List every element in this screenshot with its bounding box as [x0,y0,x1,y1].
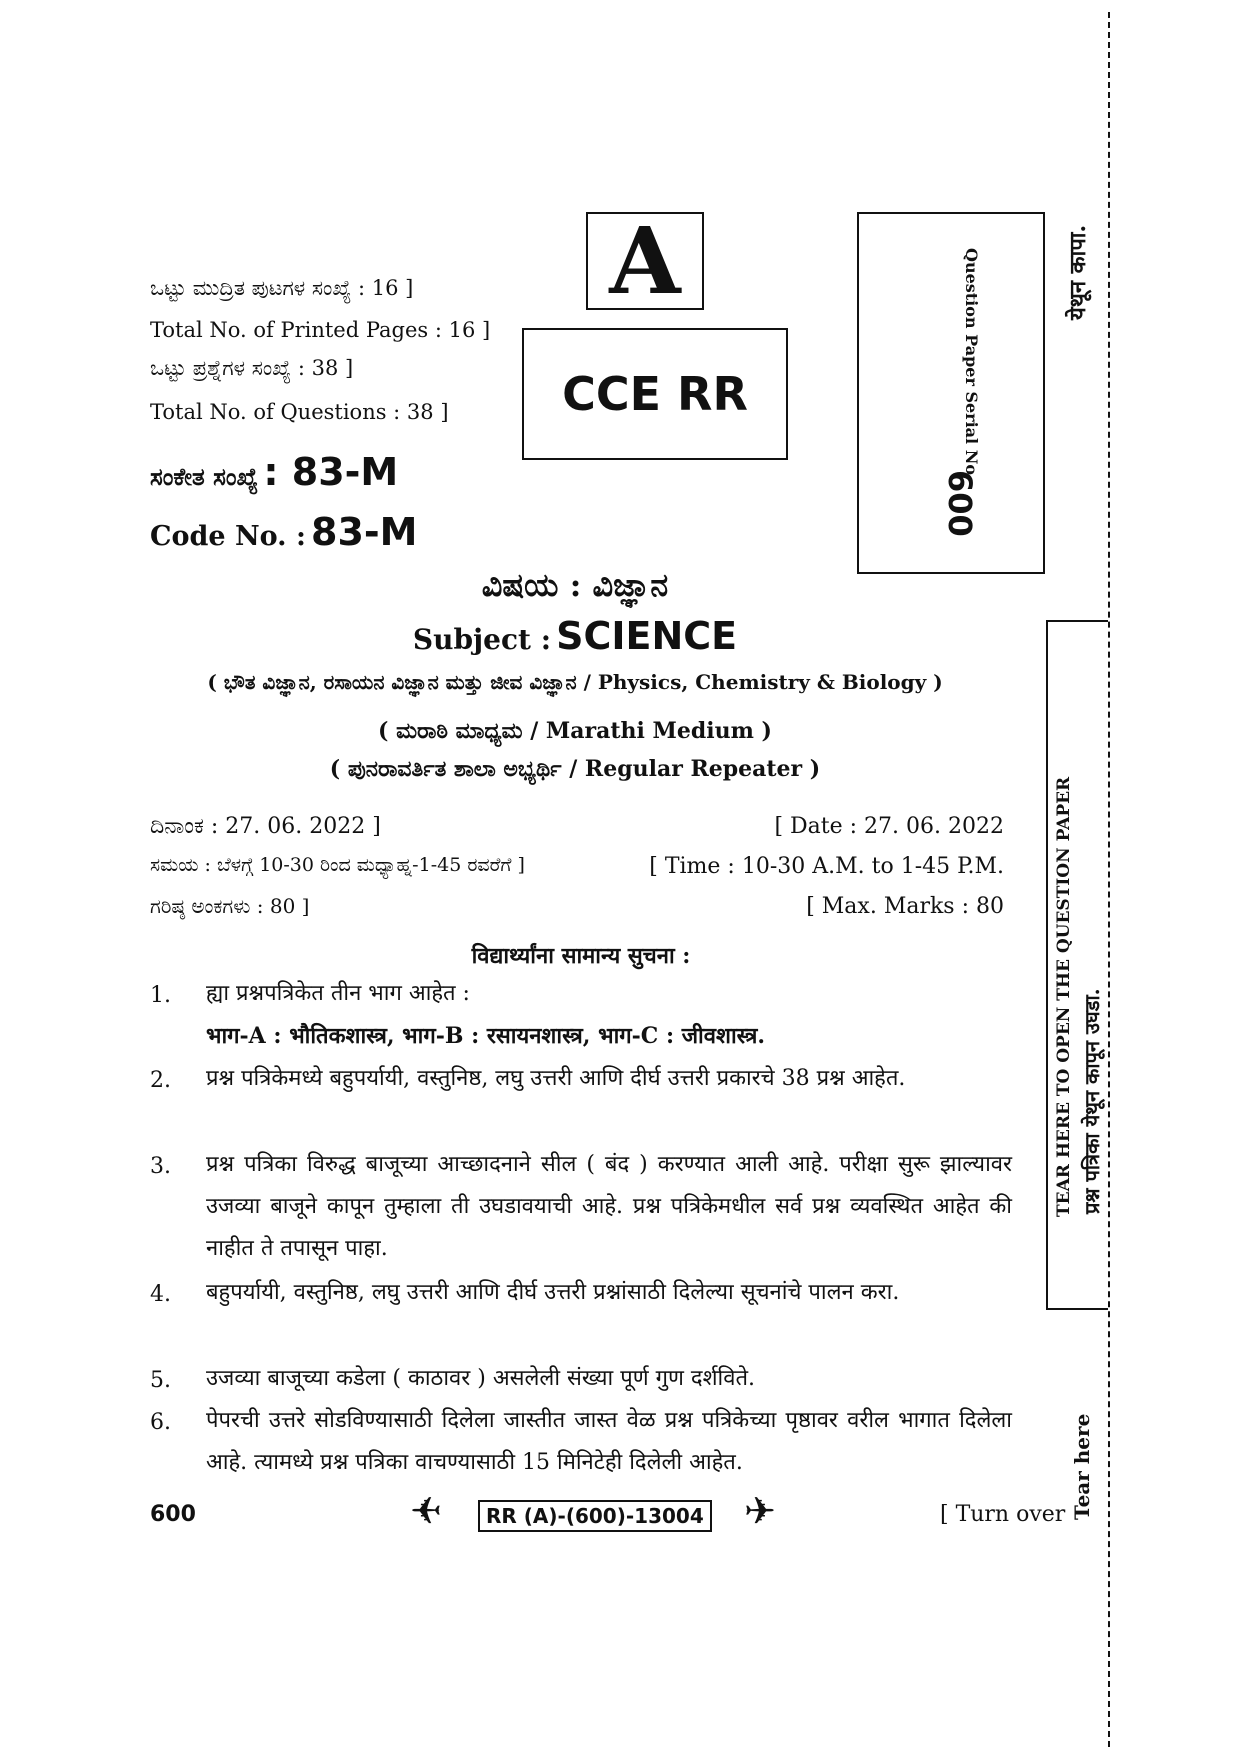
tear-box [1046,620,1108,1310]
serial-value: 600 [941,470,979,537]
subject-label: Subject : [412,623,552,656]
serial-label: Question Paper Serial No. [962,248,981,481]
kn-subject: ವಿಷಯ : ವಿಜ್ಞಾನ [481,566,669,604]
turn-over-label: [ Turn over [940,1502,1066,1527]
instruction-text: प्रश्न पत्रिका विरुद्ध बाजूच्या आच्छादनाने सील ( बंद ) करण्यात आली आहे. परीक्षा सुरू झाल्यावर उजव्या बाजूने कापून तुम्हाला ती उघडावयाची आहे. प्रश्न पत्रिकेमधील सर्व प्रश्न व्यवस्थित आहेत की नाहीत ते तपासून पाहा. [206,1152,1012,1261]
code-number [150,510,418,554]
total-pages: Total No. of Printed Pages : 16 ] [150,318,491,342]
kn-date: ದಿನಾಂಕ : 27. 06. 2022 ] [150,814,381,839]
instruction-text: बहुपर्यायी, वस्तुनिष्ठ, लघु उत्तरी आणि दीर्घ उत्तरी प्रश्नांसाठी दिलेल्या सूचनांचे पालन करा. [206,1280,900,1305]
subject-line [120,614,1030,658]
instruction-item [150,1068,1012,1152]
kn-code-label: ಸಂಕೇತ ಸಂಖ್ಯೆ [150,462,259,491]
series-letter: A [609,207,681,315]
serial-number-box [857,212,1045,574]
instruction-item [150,1282,1012,1366]
tear-instruction-mr: प्रश्न पत्रिका येथून कापून उघडा. [1080,988,1104,1214]
series-box [586,207,704,315]
footer-page-code: 600 [150,1502,196,1527]
subject-branches: ( ಭೌತ ವಿಜ್ಞಾನ, ರಸಾಯನ ವಿಜ್ಞಾನ ಮತ್ತು ಜೀವ ವಿಜ್ಞಾನ / Physics, Chemistry & Biology ) [207,670,943,694]
exam-time: [ Time : 10-30 A.M. to 1-45 P.M. [649,854,1004,879]
instruction-number: 3. [150,1154,171,1179]
instruction-text: प्रश्न पत्रिकेमध्ये बहुपर्यायी, वस्तुनिष्ठ, लघु उत्तरी आणि दीर्घ उत्तरी प्रकारचे 38 प्रश्न आहेत. [206,1066,906,1091]
instruction-text: पेपरची उत्तरे सोडविण्यासाठी दिलेला जास्तीत जास्त वेळ प्रश्न पत्रिकेच्या पृष्ठावर वरील भागात दिलेला आहे. त्यामध्ये प्रश्न पत्रिका वाचण्यासाठी 15 मिनिटेही दिलेली आहेत. [206,1408,1012,1475]
plane-right-icon: ✈ [744,1489,776,1533]
instruction-number: 4. [150,1282,171,1307]
exam-date: [ Date : 27. 06. 2022 [774,814,1004,839]
subject-value: SCIENCE [556,614,738,658]
tear-line [1108,12,1110,1747]
instructions-heading: विद्यार्थ्यांना सामान्य सुचना : [471,943,691,969]
scheme-box [522,328,788,460]
total-questions: Total No. of Questions : 38 ] [150,400,449,424]
max-marks: [ Max. Marks : 80 [806,894,1004,919]
kn-code-value: : 83-M [263,450,399,494]
kn-code-number [150,450,398,494]
instruction-parts: भाग-A : भौतिकशास्त्र, भाग-B : रसायनशास्त्र, भाग-C : जीवशास्त्र. [206,1023,766,1049]
footer-print-code: RR (A)-(600)-13004 [478,1500,712,1532]
code-value: 83-M [311,510,418,554]
plane-left-icon: ✈ [410,1489,442,1533]
instruction-number: 6. [150,1410,171,1435]
tear-note-top: येथून कापा. [1065,224,1091,320]
medium: ( ಮರಾಠಿ ಮಾಧ್ಯಮ / Marathi Medium ) [378,718,772,744]
code-label: Code No. : [150,521,306,552]
kn-max-marks: ಗರಿಷ್ಠ ಅಂಕಗಳು : 80 ] [150,894,310,918]
instruction-text: उजव्या बाजूच्या कडेला ( काठावर ) असलेली संख्या पूर्ण गुण दर्शविते. [206,1366,756,1391]
instruction-number: 1. [150,983,171,1008]
scheme-label: CCE RR [562,367,748,421]
instruction-number: 2. [150,1068,171,1093]
instruction-item [150,1410,1012,1494]
kn-time: ಸಮಯ : ಬೆಳಗ್ಗೆ 10-30 ರಿಂದ ಮಧ್ಯಾಹ್ನ-1-45 ರವರೆಗೆ ] [150,854,525,876]
kn-total-questions: ಒಟ್ಟು ಪ್ರಶ್ನೆಗಳ ಸಂಖ್ಯೆ : 38 ] [150,356,354,380]
kn-total-pages: ಒಟ್ಟು ಮುದ್ರಿತ ಪುಟಗಳ ಸಂಖ್ಯೆ : 16 ] [150,276,414,300]
instruction-number: 5. [150,1368,171,1393]
tear-instruction-en: TEAR HERE TO OPEN THE QUESTION PAPER [1054,776,1074,1217]
candidate-type: ( ಪುನರಾವರ್ತಿತ ಶಾಲಾ ಅಭ್ಯರ್ಥಿ / Regular Repeater ) [329,756,821,782]
instruction-text: ह्या प्रश्नपत्रिकेत तीन भाग आहेत : [206,981,470,1006]
instruction-item [150,1154,1012,1280]
tear-here-label: Tear here [1070,1413,1094,1520]
